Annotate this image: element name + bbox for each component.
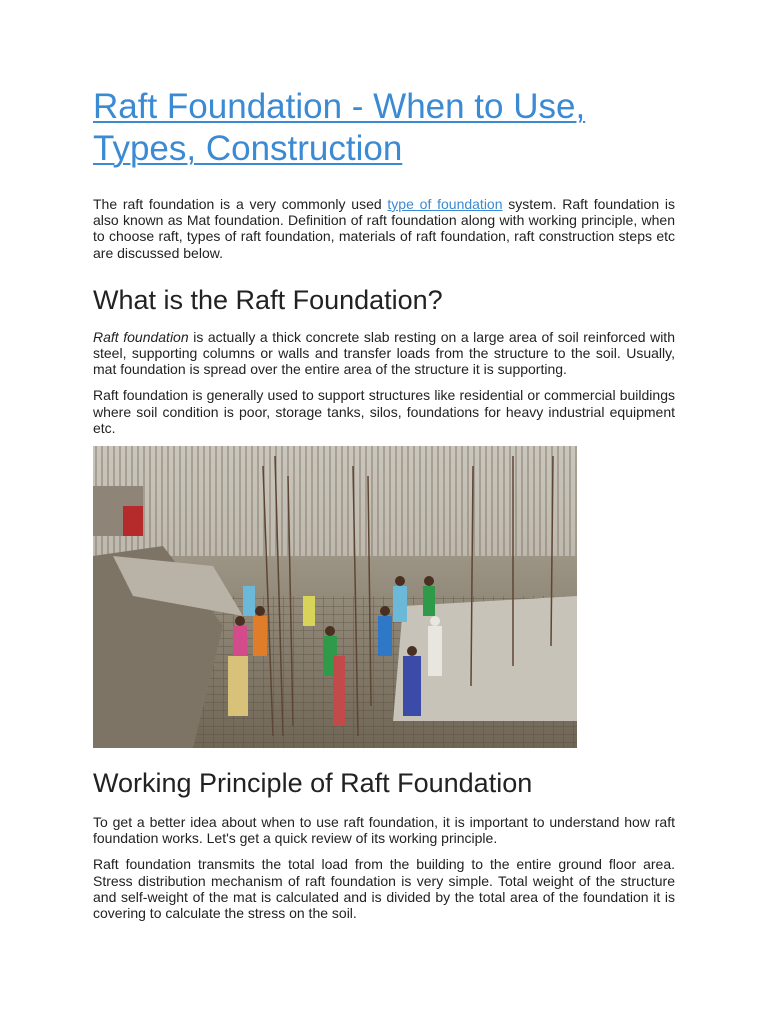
article — [93, 86, 675, 921]
working-paragraph-1: To get a better idea about when to use raft foundation, it is important to understand how raft foundation works. Let's get a quick review of its working principle. — [93, 814, 675, 847]
construction-site-illustration — [93, 446, 577, 748]
definition-term: Raft foundation — [93, 328, 189, 345]
intro-paragraph — [93, 196, 675, 261]
usage-paragraph: Raft foundation is generally used to support structures like residential or commercial buildings where soil condition is poor, storage tanks, silos, foundations for heavy industrial equipment etc. — [93, 387, 675, 436]
construction-site-photo — [93, 446, 577, 748]
article-title — [93, 86, 675, 170]
definition-text: is actually a thick concrete slab resting on a large area of soil reinforced with steel, supporting columns or walls and transfer loads from the structure to the soil. Usually, mat foundation is spread over the entire area of the structure it is supporting. — [93, 328, 675, 378]
section-heading-what-is: What is the Raft Foundation? — [93, 284, 443, 315]
section-heading-working-principle: Working Principle of Raft Foundation — [93, 768, 533, 799]
intro-text-end: system. Raft foundation is also known as Mat foundation. Definition of raft foundation along with working principle, when to choose raft, types of raft foundation, materials of raft foundation, raft construction steps etc are discussed below. — [93, 196, 675, 261]
working-paragraph-2: Raft foundation transmits the total load from the building to the entire ground floor area. Stress distribution mechanism of raft foundation is very simple. Total weight of the structure and self-weight of the mat is calculated and is divided by the total area of the foundation it is covering to calculate the stress on the soil. — [93, 856, 675, 922]
article-title-link[interactable]: Raft Foundation - When to Use, Types, Construction — [93, 87, 586, 168]
definition-paragraph — [93, 329, 675, 378]
intro-text-start: The raft foundation is a very commonly used — [93, 196, 388, 212]
type-of-foundation-link[interactable]: type of foundation — [387, 196, 503, 212]
